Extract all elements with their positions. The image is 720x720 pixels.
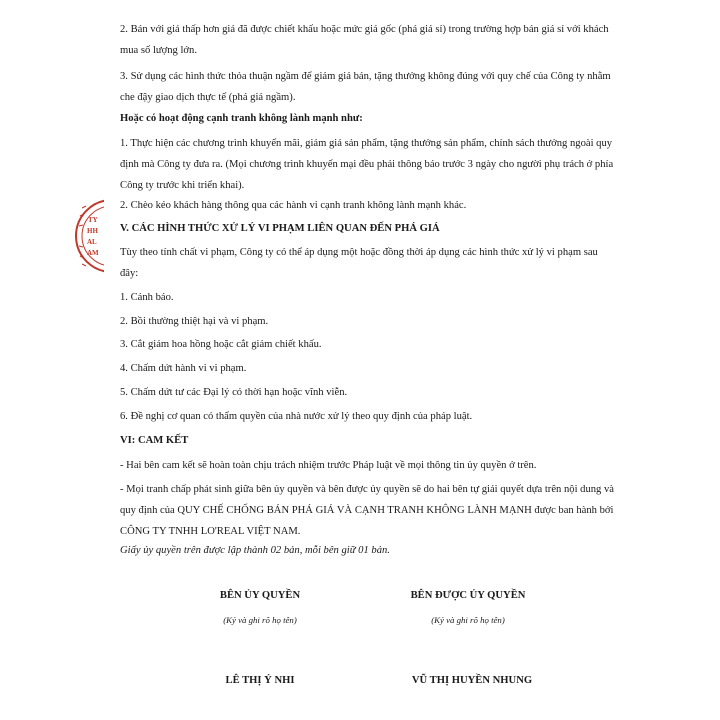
company-seal [68,196,104,276]
sanction-item-4: 4. Chấm dứt hành vi vi phạm. [120,363,247,374]
section-6-title: VI: CAM KẾT [120,435,189,446]
signature-right-title: BÊN ĐƯỢC ỦY QUYỀN [410,590,526,601]
sanction-item-3: 3. Cắt giảm hoa hồng hoặc cắt giảm chiết khấu. [120,339,322,350]
signature-right-note: (Ký và ghi rõ họ tên) [431,615,505,625]
signature-right-name: VŨ THỊ HUYỀN NHUNG [411,675,533,686]
svg-text:HH: HH [87,227,98,235]
sanction-item-2: 2. Bồi thường thiệt hại và vi phạm. [120,316,269,327]
signature-left-title: BÊN ỦY QUYỀN [219,590,301,601]
svg-text:AL: AL [87,238,97,246]
commitment-item-2: - Mọi tranh chấp phát sinh giữa bên ủy quyền và bên được ủy quyền sẽ do hai bên tự giải quyết dựa trên nội dung và quy định của QUY CHẾ CHỐNG BÁN PHÁ GIÁ VÀ CẠNH TRANH KHÔNG LÀNH MẠNH được ban hành bởi CÔNG TY TNHH LO'REAL VIỆT NAM. [120,484,614,537]
signature-left-name: LÊ THỊ Ý NHI [225,675,295,686]
closing-note: Giấy ủy quyền trên được lập thành 02 bản, mỗi bên giữ 01 bản. [120,545,390,556]
heading-unfair-competition: Hoặc có hoạt động cạnh tranh không lành mạnh như: [120,113,363,124]
commitment-item-1: - Hai bên cam kết sẽ hoàn toàn chịu trách nhiệm trước Pháp luật về mọi thông tin ủy quyền ở trên. [120,460,537,471]
paragraph-competition-2: 2. Chèo kéo khách hàng thông qua các hành vi cạnh tranh không lành mạnh khác. [120,200,467,211]
section-5-intro: Tùy theo tính chất vi phạm, Công ty có thể áp dụng một hoặc đồng thời áp dụng các hình thức xử lý vi phạm sau đây: [120,247,598,279]
svg-text:AM: AM [87,249,99,257]
signature-left-note: (Ký và ghi rõ họ tên) [223,615,297,625]
svg-text:TY: TY [88,216,98,224]
sanction-item-6: 6. Đề nghị cơ quan có thẩm quyền của nhà nước xử lý theo quy định của pháp luật. [120,411,473,422]
sanction-item-5: 5. Chấm dứt tư các Đại lý có thời hạn hoặc vĩnh viễn. [120,387,348,398]
paragraph-violation-3: 3. Sử dụng các hình thức thỏa thuận ngầm để giảm giá bán, tặng thưởng không đúng với quy chế của Công ty nhằm che đậy giao dịch thực tế (phá giá ngầm). [120,71,611,103]
paragraph-competition-1: 1. Thực hiện các chương trình khuyến mãi, giảm giá sản phẩm, tặng thưởng sản phẩm, chính sách thưởng ngoài quy định mà Công ty đưa ra. (Mọi chương trình khuyến mại đều phải thông báo trước 3 ngày cho người phụ trách ở phía Công ty trước khi triển khai). [120,138,614,191]
section-5-title: V. CÁC HÌNH THỨC XỬ LÝ VI PHẠM LIÊN QUAN ĐẾN PHÁ GIÁ [120,223,440,234]
paragraph-violation-2: 2. Bán với giá thấp hơn giá đã được chiết khấu hoặc mức giá gốc (phá giá sỉ) trong trường hợp bán giá sỉ với khách mua số lượng lớn. [120,24,609,56]
sanction-item-1: 1. Cảnh báo. [120,292,174,303]
